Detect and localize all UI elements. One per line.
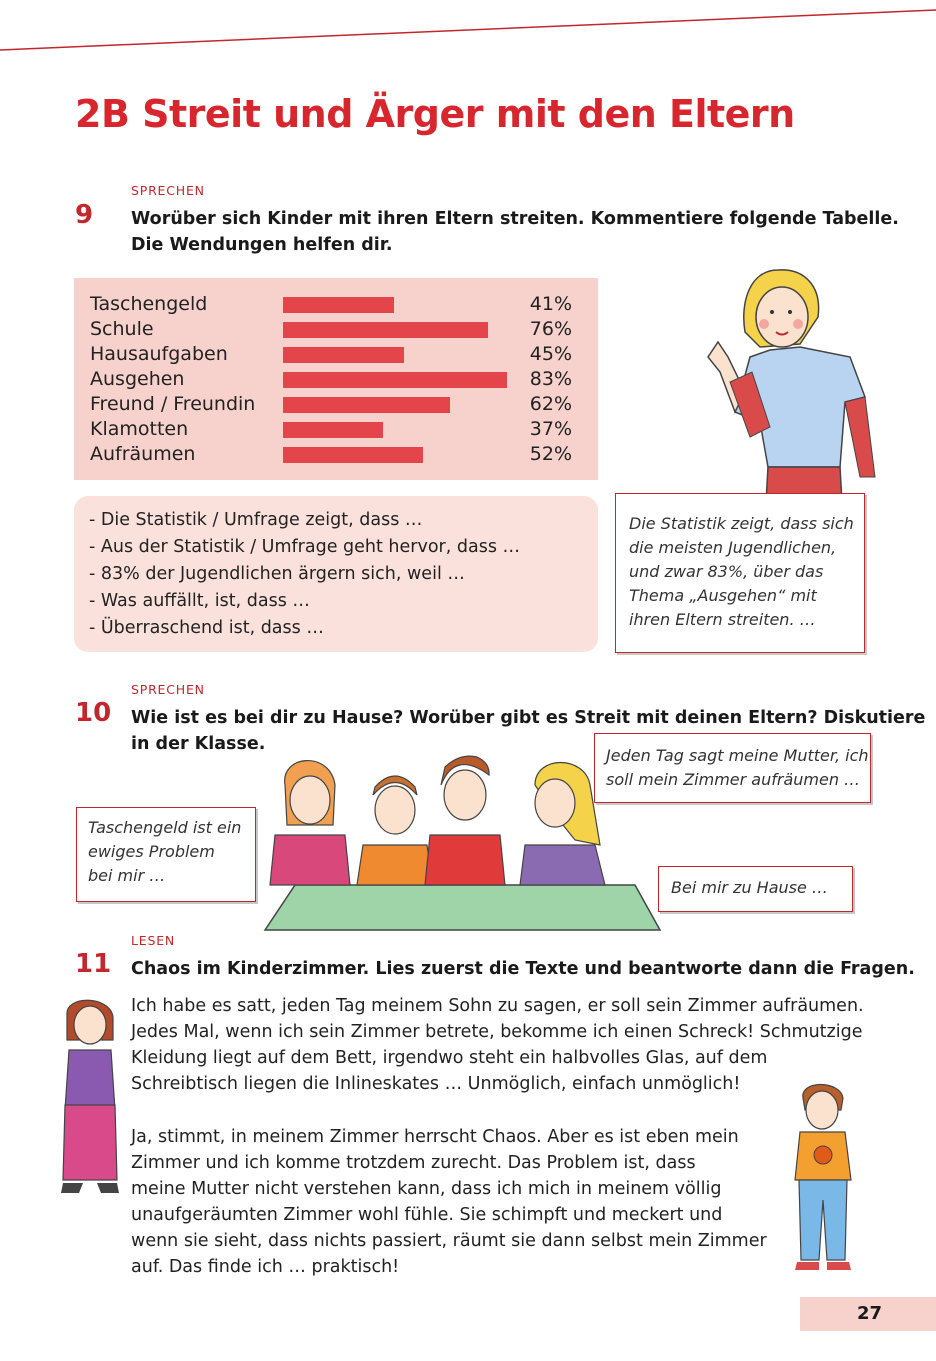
text-line: Ich habe es satt, jeden Tag meinem Sohn zu sagen, er soll sein Zimmer aufräumen. [131,996,864,1016]
ex10-section-label: SPRECHEN [131,682,205,697]
bubble-line: Thema „Ausgehen“ mit [629,586,817,605]
table-row [74,292,598,317]
tidy-room-bubble [594,733,871,803]
row-label: Freund / Freundin [90,393,256,415]
ex11-section-label: LESEN [131,933,176,948]
bubble-line: die meisten Jugendlichen, [629,538,837,557]
bubble-line: Die Statistik zeigt, dass sich [629,514,854,533]
page-title: 2B Streit und Ärger mit den Eltern [75,92,795,136]
bubble-line: ihren Eltern streiten. … [629,610,816,629]
table-row [74,367,598,392]
percentage-bar [283,297,394,313]
text-line: Schreibtisch liegen die Inlineskates … Unmöglich, einfach unmöglich! [131,1074,741,1094]
table-row [74,442,598,467]
son-illustration [785,1080,860,1275]
statistics-comment-bubble [615,493,865,653]
text-line: Kleidung liegt auf dem Bett, irgendwo steht ein halbvolles Glas, auf dem [131,1048,768,1068]
row-label: Hausaufgaben [90,343,228,365]
percentage-bar [283,397,450,413]
phrase-item: - Was auffällt, ist, dass … [89,591,310,611]
table-row [74,392,598,417]
row-label: Taschengeld [90,293,208,315]
phrase-item: - Überraschend ist, dass … [89,618,324,638]
row-percentage: 62% [529,393,572,415]
row-percentage: 52% [529,443,572,465]
phrases-box [74,496,598,652]
table-row [74,417,598,442]
bubble-line: ewiges Problem [88,842,215,861]
ex11-number: 11 [75,949,112,979]
phrase-item: - Aus der Statistik / Umfrage geht hervor, dass … [89,537,520,557]
ex9-number: 9 [75,200,94,230]
bubble-line: und zwar 83%, über das [629,562,824,581]
ex9-instruction-line1: Worüber sich Kinder mit ihren Eltern streiten. Kommentiere folgende Tabelle. [131,209,899,229]
text-line: unaufgeräumten Zimmer wohl fühle. Sie schimpft und meckert und [131,1205,723,1225]
row-percentage: 45% [529,343,572,365]
table-row [74,317,598,342]
statistics-table [74,278,598,480]
ex10-instruction-line1: Wie ist es bei dir zu Hause? Worüber gibt es Streit mit deinen Eltern? Diskutiere [131,708,926,728]
text-line: Jedes Mal, wenn ich sein Zimmer betrete, bekomme ich einen Schreck! Schmutzige [131,1022,863,1042]
mother-text [131,993,864,1097]
phrase-item: - 83% der Jugendlichen ärgern sich, weil … [89,564,465,584]
percentage-bar [283,372,507,388]
at-home-bubble [658,866,853,912]
row-label: Klamotten [90,418,189,440]
bubble-line: Jeden Tag sagt meine Mutter, ich [606,746,869,765]
header-rule [0,0,936,60]
text-line: Zimmer und ich komme trotzdem zurecht. Das Problem ist, dass [131,1153,696,1173]
text-line: Ja, stimmt, in meinem Zimmer herrscht Chaos. Aber es ist eben mein [131,1127,739,1147]
row-percentage: 37% [529,418,572,440]
row-label: Schule [90,318,154,340]
ex9-instruction-line2: Die Wendungen helfen dir. [131,235,393,255]
bubble-line: Bei mir zu Hause … [671,878,828,897]
page-number: 27 [856,1303,882,1324]
text-line: auf. Das finde ich … praktisch! [131,1257,400,1277]
text-line: wenn sie sieht, dass nichts passiert, räumt sie dann selbst mein Zimmer [131,1231,767,1251]
percentage-bar [283,347,404,363]
ex9-section-label: SPRECHEN [131,183,205,198]
row-percentage: 83% [529,368,572,390]
pocket-money-bubble [76,807,256,902]
text-line: meine Mutter nicht verstehen kann, dass ich mich in meinem völlig [131,1179,722,1199]
percentage-bar [283,322,488,338]
phrase-item: - Die Statistik / Umfrage zeigt, dass … [89,510,423,530]
percentage-bar [283,422,383,438]
row-label: Ausgehen [90,368,185,390]
ex10-instruction-line2: in der Klasse. [131,734,266,754]
bubble-line: soll mein Zimmer aufräumen … [606,770,861,789]
percentage-bar [283,447,423,463]
row-percentage: 76% [529,318,572,340]
bubble-line: bei mir … [88,866,166,885]
bubble-line: Taschengeld ist ein [88,818,242,837]
row-label: Aufräumen [90,443,196,465]
ex11-heading: Chaos im Kinderzimmer. Lies zuerst die Texte und beantworte dann die Fragen. [131,959,915,979]
ex10-number: 10 [75,698,112,728]
son-text [131,1124,767,1280]
mother-illustration [55,995,125,1200]
row-percentage: 41% [529,293,572,315]
table-row [74,342,598,367]
